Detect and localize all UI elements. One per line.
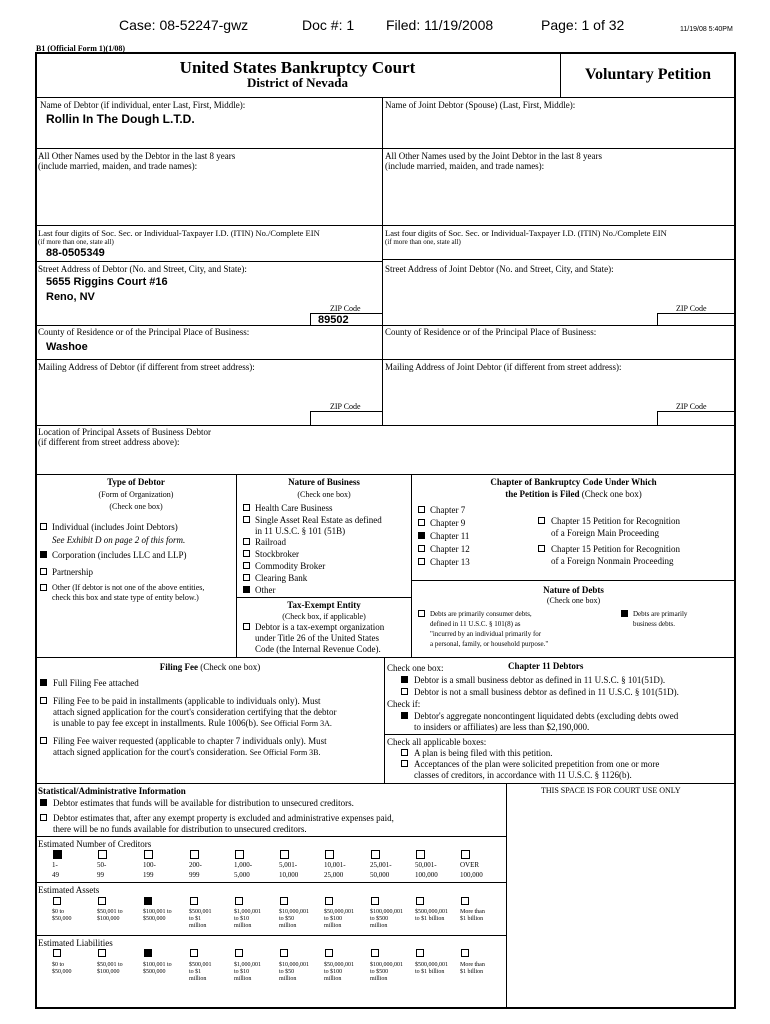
type-sub2: (Check one box) xyxy=(109,502,163,511)
ch11-not-small-checkbox[interactable] xyxy=(401,688,408,695)
fee-waiver-checkbox[interactable] xyxy=(40,737,47,744)
debts-business-l2: business debts. xyxy=(633,620,675,628)
creditors-label-5-1: 10,000 xyxy=(279,871,299,879)
court-district: District of Nevada xyxy=(246,75,349,90)
creditors-label-5-0: 5,001- xyxy=(279,861,298,869)
chapter-15-nonmain-checkbox[interactable] xyxy=(538,545,545,552)
assets-label-7-2: million xyxy=(370,923,388,929)
liabilities-checkbox-8[interactable] xyxy=(416,949,424,957)
chapter-12-checkbox[interactable] xyxy=(418,545,425,552)
debtor-county[interactable]: Washoe xyxy=(46,341,88,353)
no-funds-l1: Debtor estimates that, after any exempt property is excluded and administrative expenses paid, xyxy=(53,813,394,823)
creditors-label-4-1: 5,000 xyxy=(234,871,250,879)
fee-full-label: Full Filing Fee attached xyxy=(53,678,139,688)
assets-label-1-1: $100,000 xyxy=(97,916,120,922)
assets-label-9-1: $1 billion xyxy=(460,916,484,922)
chapter-12-label: Chapter 12 xyxy=(430,544,470,554)
creditors-checkbox-1[interactable] xyxy=(98,850,107,859)
liabilities-checkbox-7[interactable] xyxy=(371,949,379,957)
business-other-checkbox[interactable] xyxy=(243,586,250,593)
creditors-label: Estimated Number of Creditors xyxy=(38,839,152,849)
liabilities-label-9-0: More than xyxy=(460,962,485,968)
chapter-title-sub: (Check one box) xyxy=(581,489,642,499)
business-commodity-checkbox[interactable] xyxy=(243,562,250,569)
liabilities-label-0-1: $50,000 xyxy=(52,969,72,975)
liabilities-label-6-1: to $100 xyxy=(324,969,343,975)
fee-inst-l3: is unable to pay fee except in installments. Rule 1006(b). xyxy=(53,718,259,728)
county-label: County of Residence or of the Principal Place of Business: xyxy=(38,327,250,337)
assets-label-8-1: to $1 billion xyxy=(415,916,445,922)
location-sub: (if different from street address above): xyxy=(38,437,180,447)
funds-available-label: Debtor estimates that funds will be available for distribution to unsecured creditors. xyxy=(53,798,354,808)
debts-sub: (Check one box) xyxy=(546,596,601,605)
filed-date: Filed: 11/19/2008 xyxy=(386,17,494,33)
debtor-name[interactable]: Rollin In The Dough L.T.D. xyxy=(46,112,195,126)
business-commodity-label: Commodity Broker xyxy=(255,561,326,571)
creditors-label-6-0: 10,001- xyxy=(324,861,346,869)
assets-label-5-2: million xyxy=(279,923,297,929)
assets-checkbox-5[interactable] xyxy=(280,897,288,905)
business-single-asset-label: Single Asset Real Estate as defined xyxy=(255,515,382,525)
chapter-title: Chapter of Bankruptcy Code Under Which xyxy=(490,477,657,487)
ch11-check-if: Check if: xyxy=(387,699,421,709)
court-title: United States Bankruptcy Court xyxy=(179,58,416,77)
assets-checkbox-9[interactable] xyxy=(461,897,469,905)
funds-available-checkbox[interactable] xyxy=(40,799,47,806)
liabilities-label-8-1: to $1 billion xyxy=(415,969,445,975)
form-id: B1 (Official Form 1)(1/08) xyxy=(36,44,126,53)
fee-inst-l2: attach signed application for the court's consideration certifying that the debtor xyxy=(53,707,337,717)
creditors-label-1-1: 99 xyxy=(97,871,104,879)
liabilities-label-6-0: $50,000,001 xyxy=(324,962,354,968)
assets-label-7-1: to $500 xyxy=(370,916,389,922)
creditors-checkbox-6[interactable] xyxy=(325,850,334,859)
liabilities-label-1-0: $50,001 to xyxy=(97,962,123,968)
assets-checkbox-8[interactable] xyxy=(416,897,424,905)
street-label: Street Address of Debtor (No. and Street, City, and State): xyxy=(38,264,247,274)
business-health-checkbox[interactable] xyxy=(243,504,250,511)
creditors-label-9-0: OVER xyxy=(460,861,480,869)
liabilities-label-4-0: $1,000,001 xyxy=(234,962,261,968)
creditors-checkbox-9[interactable] xyxy=(461,850,470,859)
creditors-checkbox-8[interactable] xyxy=(416,850,425,859)
chapter-15-main-checkbox[interactable] xyxy=(538,517,545,524)
business-stockbroker-label: Stockbroker xyxy=(255,549,299,559)
ch11-agg-l2: to insiders or affiliates) are less than $2,190,000. xyxy=(414,722,590,732)
mailing-zip-label: ZIP Code xyxy=(330,402,361,411)
doc-number: Doc #: 1 xyxy=(302,17,355,33)
type-individual-label: Individual (includes Joint Debtors) xyxy=(52,522,178,532)
liabilities-checkbox-1[interactable] xyxy=(98,949,106,957)
chapter-9-checkbox[interactable] xyxy=(418,519,425,526)
joint-other-names-sub: (include married, maiden, and trade names): xyxy=(385,161,545,171)
creditors-label-0-1: 49 xyxy=(52,871,59,879)
liabilities-label-1-1: $100,000 xyxy=(97,969,120,975)
chapter-7-label: Chapter 7 xyxy=(430,505,466,515)
assets-label-6-2: million xyxy=(324,923,342,929)
liabilities-checkbox-5[interactable] xyxy=(280,949,288,957)
liabilities-label-5-0: $10,000,001 xyxy=(279,962,309,968)
mailing-label: Mailing Address of Debtor (if different from street address): xyxy=(38,362,255,372)
liabilities-label-7-2: million xyxy=(370,976,388,982)
liabilities-checkbox-4[interactable] xyxy=(235,949,243,957)
assets-label-5-1: to $50 xyxy=(279,916,295,922)
print-datetime: 11/19/08 5:40PM xyxy=(680,26,733,33)
page-number: Page: 1 of 32 xyxy=(541,17,625,33)
ch11-title: Chapter 11 Debtors xyxy=(508,661,584,671)
assets-label-3-2: million xyxy=(189,923,207,929)
liabilities-label-7-0: $100,000,001 xyxy=(370,962,403,968)
fee-title: Filing Fee xyxy=(159,662,198,672)
assets-checkbox-3[interactable] xyxy=(190,897,198,905)
tax-exempt-sub: (Check box, if applicable) xyxy=(282,612,366,621)
business-railroad-label: Railroad xyxy=(255,537,286,547)
joint-county-label: County of Residence or of the Principal Place of Business: xyxy=(385,327,597,337)
liabilities-checkbox-6[interactable] xyxy=(325,949,333,957)
creditors-label-0-0: 1- xyxy=(52,861,58,869)
liabilities-checkbox-2[interactable] xyxy=(144,949,152,957)
creditors-checkbox-0[interactable] xyxy=(53,850,62,859)
stat-title: Statistical/Administrative Information xyxy=(38,786,186,796)
type-sub1: (Form of Organization) xyxy=(98,490,174,499)
type-partnership-label: Partnership xyxy=(52,567,93,577)
other-names-label: All Other Names used by the Debtor in the last 8 years xyxy=(38,151,236,161)
chapter-15-nonmain-label: Chapter 15 Petition for Recognition xyxy=(551,544,680,554)
type-partnership-checkbox[interactable] xyxy=(40,568,47,575)
petition-title: Voluntary Petition xyxy=(584,66,712,83)
creditors-label-7-0: 25,001- xyxy=(370,861,392,869)
zip-label: ZIP Code xyxy=(330,304,361,313)
business-stockbroker-checkbox[interactable] xyxy=(243,550,250,557)
assets-label-8-0: $500,000,001 xyxy=(415,909,448,915)
liabilities-checkbox-3[interactable] xyxy=(190,949,198,957)
creditors-label-3-0: 200- xyxy=(189,861,202,869)
assets-label-6-0: $50,000,001 xyxy=(324,909,354,915)
business-health-label: Health Care Business xyxy=(255,503,333,513)
chapter-11-checkbox[interactable] xyxy=(418,532,425,539)
creditors-checkbox-7[interactable] xyxy=(371,850,380,859)
type-other-sub: check this box and state type of entity below.) xyxy=(52,593,199,602)
liabilities-label-0-0: $0 to xyxy=(52,962,65,968)
chapter-title-2: the Petition is Filed xyxy=(505,489,580,499)
ch11-small-checkbox[interactable] xyxy=(401,676,408,683)
liabilities-label: Estimated Liabilities xyxy=(38,938,113,948)
ch11-agg-l1: Debtor's aggregate noncontingent liquidated debts (excluding debts owed xyxy=(414,711,679,721)
assets-label-2-0: $100,001 to xyxy=(143,909,172,915)
no-funds-checkbox[interactable] xyxy=(40,814,47,821)
ch11-check-all: Check all applicable boxes: xyxy=(387,737,487,747)
assets-label-5-0: $10,000,001 xyxy=(279,909,309,915)
liabilities-label-4-2: million xyxy=(234,976,252,982)
liabilities-label-7-1: to $500 xyxy=(370,969,389,975)
debts-title: Nature of Debts xyxy=(543,585,604,595)
case-number: Case: 08-52247-gwz xyxy=(119,17,249,33)
type-corporation-checkbox[interactable] xyxy=(40,551,47,558)
ch11-accept-checkbox[interactable] xyxy=(401,760,408,767)
debtor-zip[interactable]: 89502 xyxy=(318,314,349,326)
creditors-label-2-1: 199 xyxy=(143,871,154,879)
joint-other-names-label: All Other Names used by the Joint Debtor in the last 8 years xyxy=(385,151,602,161)
business-railroad-checkbox[interactable] xyxy=(243,538,250,545)
fee-title-sub: (Check one box) xyxy=(200,662,261,672)
debtor-ein[interactable]: 88-0505349 xyxy=(46,247,105,259)
joint-street-label: Street Address of Joint Debtor (No. and Street, City, and State): xyxy=(385,264,614,274)
ch11-accept-l1: Acceptances of the plan were solicited prepetition from one or more xyxy=(414,759,660,769)
assets-label-7-0: $100,000,001 xyxy=(370,909,403,915)
chapter-13-label: Chapter 13 xyxy=(430,557,470,567)
fee-full-checkbox[interactable] xyxy=(40,679,47,686)
tax-exempt-line2: under Title 26 of the United States xyxy=(255,633,379,643)
type-individual-note: See Exhibit D on page 2 of this form. xyxy=(52,535,186,545)
joint-zip-label: ZIP Code xyxy=(676,304,707,313)
joint-ein-sub: (if more than one, state all) xyxy=(385,238,461,246)
liabilities-label-8-0: $500,000,001 xyxy=(415,962,448,968)
business-single-asset-checkbox[interactable] xyxy=(243,516,250,523)
creditors-label-2-0: 100- xyxy=(143,861,156,869)
creditors-label-4-0: 1,000- xyxy=(234,861,253,869)
joint-mailing-zip-label: ZIP Code xyxy=(676,402,707,411)
tax-exempt-line3: Code (the Internal Revenue Code). xyxy=(255,644,381,654)
liabilities-label-3-0: $500,001 xyxy=(189,962,212,968)
ch11-plan-checkbox[interactable] xyxy=(401,749,408,756)
liabilities-label-4-1: to $10 xyxy=(234,969,250,975)
joint-ein-label: Last four digits of Soc. Sec. or Individual-Taxpayer I.D. (ITIN) No./Complete EIN xyxy=(385,228,667,238)
assets-label-6-1: to $100 xyxy=(324,916,343,922)
assets-label-0-1: $50,000 xyxy=(52,916,72,922)
creditors-checkbox-2[interactable] xyxy=(144,850,153,859)
liabilities-checkbox-9[interactable] xyxy=(461,949,469,957)
chapter-13-checkbox[interactable] xyxy=(418,558,425,565)
fee-waiver-l2: attach signed application for the court's consideration. xyxy=(53,747,248,757)
assets-checkbox-7[interactable] xyxy=(371,897,379,905)
joint-name-label: Name of Joint Debtor (Spouse) (Last, First, Middle): xyxy=(385,100,576,110)
chapter-15-main-sub: of a Foreign Main Proceeding xyxy=(551,528,659,538)
debts-business-checkbox[interactable] xyxy=(621,610,628,617)
assets-checkbox-1[interactable] xyxy=(98,897,106,905)
tax-exempt-line1: Debtor is a tax-exempt organization xyxy=(255,622,385,632)
liabilities-label-9-1: $1 billion xyxy=(460,969,484,975)
creditors-checkbox-5[interactable] xyxy=(280,850,289,859)
liabilities-label-3-2: million xyxy=(189,976,207,982)
type-other-label: Other (If debtor is not one of the above entities, xyxy=(52,583,205,592)
fee-inst-form: See Official Form 3A. xyxy=(260,719,332,728)
creditors-checkbox-3[interactable] xyxy=(190,850,199,859)
debtor-city[interactable]: Reno, NV xyxy=(46,291,95,303)
other-names-sub: (include married, maiden, and trade names): xyxy=(38,161,198,171)
creditors-label-9-1: 100,000 xyxy=(460,871,483,879)
debts-consumer-l4: a personal, family, or household purpose." xyxy=(430,640,549,648)
ch11-plan-label: A plan is being filed with this petition. xyxy=(414,748,553,758)
fee-waiver-l1: Filing Fee waiver requested (applicable to chapter 7 individuals only). Must xyxy=(53,736,327,746)
tax-exempt-title: Tax-Exempt Entity xyxy=(287,600,361,610)
ch11-not-small-label: Debtor is not a small business debtor as defined in 11 U.S.C. § 101(51D). xyxy=(414,687,679,697)
business-clearing-label: Clearing Bank xyxy=(255,573,308,583)
assets-checkbox-2[interactable] xyxy=(144,897,152,905)
type-title: Type of Debtor xyxy=(107,477,165,487)
debtor-street[interactable]: 5655 Riggins Court #16 xyxy=(46,276,168,288)
liabilities-label-2-1: $500,000 xyxy=(143,969,166,975)
assets-label-3-1: to $1 xyxy=(189,916,202,922)
court-use-label: THIS SPACE IS FOR COURT USE ONLY xyxy=(541,786,681,795)
liabilities-label-3-1: to $1 xyxy=(189,969,202,975)
ch11-small-label: Debtor is a small business debtor as defined in 11 U.S.C. § 101(51D). xyxy=(414,675,666,685)
tax-exempt-checkbox[interactable] xyxy=(243,623,250,630)
debts-consumer-l1: Debts are primarily consumer debts, xyxy=(430,610,532,618)
assets-label-4-2: million xyxy=(234,923,252,929)
business-single-asset-sub: in 11 U.S.C. § 101 (51B) xyxy=(255,526,346,536)
debtor-name-label: Name of Debtor (if individual, enter Last, First, Middle): xyxy=(40,100,246,110)
liabilities-label-6-2: million xyxy=(324,976,342,982)
fee-installments-checkbox[interactable] xyxy=(40,697,47,704)
ein-label: Last four digits of Soc. Sec. or Individual-Taxpayer I.D. (ITIN) No./Complete EIN xyxy=(38,228,320,238)
liabilities-label-5-2: million xyxy=(279,976,297,982)
type-corporation-label: Corporation (includes LLC and LLP) xyxy=(52,550,187,560)
assets-label-9-0: More than xyxy=(460,909,485,915)
assets-checkbox-6[interactable] xyxy=(325,897,333,905)
liabilities-checkbox-0[interactable] xyxy=(53,949,61,957)
assets-checkbox-4[interactable] xyxy=(235,897,243,905)
fee-waiver-form: See Official Form 3B. xyxy=(249,748,321,757)
ch11-check-one: Check one box: xyxy=(387,663,444,673)
creditors-label-7-1: 50,000 xyxy=(370,871,390,879)
joint-mailing-label: Mailing Address of Joint Debtor (if different from street address): xyxy=(385,362,622,372)
debts-consumer-l3: "incurred by an individual primarily for xyxy=(430,630,542,638)
assets-label-2-1: $500,000 xyxy=(143,916,166,922)
creditors-label-3-1: 999 xyxy=(189,871,200,879)
type-individual-checkbox[interactable] xyxy=(40,523,47,530)
business-title: Nature of Business xyxy=(288,477,360,487)
chapter-15-main-label: Chapter 15 Petition for Recognition xyxy=(551,516,680,526)
debts-business-l1: Debts are primarily xyxy=(633,610,688,618)
debts-consumer-l2: defined in 11 U.S.C. § 101(8) as xyxy=(430,620,521,628)
debts-consumer-checkbox[interactable] xyxy=(418,610,425,617)
ch11-aggregate-checkbox[interactable] xyxy=(401,712,408,719)
location-label: Location of Principal Assets of Business Debtor xyxy=(38,427,211,437)
assets-checkbox-0[interactable] xyxy=(53,897,61,905)
chapter-11-label: Chapter 11 xyxy=(430,531,470,541)
liabilities-label-2-0: $100,001 to xyxy=(143,962,172,968)
business-sub: (Check one box) xyxy=(297,490,351,499)
ch11-accept-l2: classes of creditors, in accordance with 11 U.S.C. § 1126(b). xyxy=(414,770,632,780)
assets-label-4-0: $1,000,001 xyxy=(234,909,261,915)
creditors-label-1-0: 50- xyxy=(97,861,107,869)
assets-label: Estimated Assets xyxy=(38,885,100,895)
assets-label-1-0: $50,001 to xyxy=(97,909,123,915)
chapter-15-nonmain-sub: of a Foreign Nonmain Proceeding xyxy=(551,556,674,566)
liabilities-label-5-1: to $50 xyxy=(279,969,295,975)
assets-label-4-1: to $10 xyxy=(234,916,250,922)
chapter-9-label: Chapter 9 xyxy=(430,518,466,528)
assets-label-0-0: $0 to xyxy=(52,909,65,915)
creditors-checkbox-4[interactable] xyxy=(235,850,244,859)
creditors-label-8-0: 50,001- xyxy=(415,861,437,869)
chapter-7-checkbox[interactable] xyxy=(418,506,425,513)
assets-label-3-0: $500,001 xyxy=(189,909,212,915)
ein-sub: (if more than one, state all) xyxy=(38,238,114,246)
creditors-label-6-1: 25,000 xyxy=(324,871,344,879)
creditors-label-8-1: 100,000 xyxy=(415,871,438,879)
business-clearing-checkbox[interactable] xyxy=(243,574,250,581)
no-funds-l2: there will be no funds available for distribution to unsecured creditors. xyxy=(53,824,307,834)
business-other-label: Other xyxy=(255,585,276,595)
type-other-checkbox[interactable] xyxy=(40,584,47,591)
fee-inst-l1: Filing Fee to be paid in installments (applicable to individuals only). Must xyxy=(53,696,321,706)
